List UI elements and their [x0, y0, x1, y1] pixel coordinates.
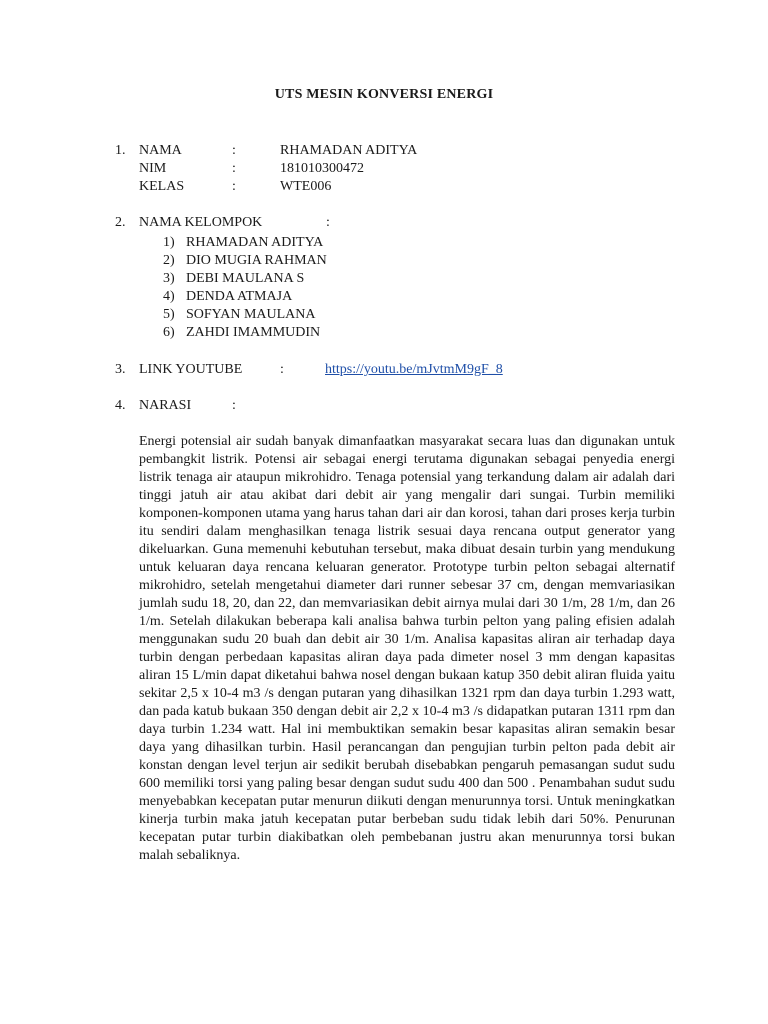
list-item: [0, 234, 768, 252]
narasi-heading-row: [0, 397, 768, 415]
youtube-link[interactable]: https://youtu.be/mJvtmM9gF_8: [325, 362, 503, 377]
youtube-row: [0, 361, 768, 379]
member-name: DIO MUGIA RAHMAN: [186, 253, 327, 268]
list-item: [0, 252, 768, 270]
identitas-row-nama: [0, 142, 768, 160]
kelompok-label: NAMA KELOMPOK: [139, 215, 263, 230]
youtube-colon: :: [280, 362, 284, 377]
member-name: DEBI MAULANA S: [186, 271, 305, 286]
field-value-nama: RHAMADAN ADITYA: [280, 143, 418, 158]
list-item: [0, 288, 768, 306]
field-value-nim: 181010300472: [280, 161, 364, 176]
section-number-3: 3.: [115, 362, 126, 377]
member-number: 3): [163, 271, 175, 286]
member-number: 6): [163, 325, 175, 340]
member-name: DENDA ATMAJA: [186, 289, 293, 304]
narasi-colon: :: [232, 398, 236, 413]
field-label-nim: NIM: [139, 161, 167, 176]
kelompok-heading-row: [0, 214, 768, 232]
list-item: [0, 306, 768, 324]
field-colon: :: [232, 161, 236, 176]
member-name: SOFYAN MAULANA: [186, 307, 316, 322]
kelompok-colon: :: [326, 215, 330, 230]
narasi-label: NARASI: [139, 398, 192, 413]
section-number-4: 4.: [115, 398, 126, 413]
field-colon: :: [232, 179, 236, 194]
identitas-row-kelas: [0, 178, 768, 196]
member-number: 2): [163, 253, 175, 268]
narasi-paragraph: Energi potensial air sudah banyak dimanfaatkan masyarakat secara luas dan digunakan untuk pembangkit listrik. Potensi air sebagai energi terutama digunakan sebagai penyedia energi listrik tenaga air ataupun mikrohidro. Tenaga potensial yang terkandung dalam air adalah dari tinggi jatuh air atau akibat dari debit air yang mengalir dari sungai. Turbin memiliki komponen-komponen utama yang harus tahan dari air dan korosi, tahan dari proses kerja turbin itu sendiri dalam menghasilkan tenaga listrik sesuai daya rencana output generator yang dikeluarkan. Guna memenuhi kebutuhan tersebut, maka dibuat desain turbin yang mendukung untuk keluaran daya rencana keluaran generator. Prototype turbin pelton sebagai alternatif mikrohidro, setelah mengetahui diameter dari runner sebesar 37 cm, dengan memvariasikan jumlah sudu 18, 20, dan 22, dan memvariasikan debit airnya mulai dari 30 1/m, 28 1/m, dan 26 1/m. Setelah dilakukan beberapa kali analisa bahwa turbin pelton yang paling efisien adalah menggunakan sudu 20 buah dan debit air 30 1/m. Analisa kapasitas aliran air terhadap daya turbin dengan perbedaan kapasitas aliran daya pada dimeter nosel 3 mm dengan kapasitas aliran 15 L/min dapat diketahui bahwa nosel dengan bukaan katup 350 debit aliran fluida yaitu sekitar 2,5 x 10-4 m3 /s dengan putaran yang dihasilkan 1321 rpm dan daya turbin 1.293 watt, dan pada katub bukaan 350 dengan debit air 2,2 x 10-4 m3 /s didapatkan putaran 1311 rpm dan daya turbin 1.234 watt. Hal ini membuktikan semakin besar kapasitas aliran semakin besar daya yang dihasilkan turbin. Hasil perancangan dan pengujian turbin pelton pada debit air konstan dengan level terjun air sedikit berubah disebabkan pengaruh pemasangan sudut sudu 600 memiliki torsi yang paling besar dengan sudut sudu 400 dan 500 . Penambahan sudut sudu menyebabkan kecepatan putar menurun diikuti dengan menurunnya torsi. Untuk meningkatkan kinerja turbin maka jatuh kecepatan putar berbeban sudu tidak lebih dari 50%. Penurunan kecepatan putar turbin diakibatkan oleh pembebanan justru akan menurunnya torsi bukan malah sebaliknya.: [139, 434, 675, 863]
field-colon: :: [232, 143, 236, 158]
document-title: UTS MESIN KONVERSI ENERGI: [274, 87, 494, 102]
list-item: [0, 270, 768, 288]
field-label-kelas: KELAS: [139, 179, 185, 194]
section-number-2: 2.: [115, 215, 126, 230]
member-number: 1): [163, 235, 175, 250]
identitas-row-nim: [0, 160, 768, 178]
member-name: ZAHDI IMAMMUDIN: [186, 325, 321, 340]
member-name: RHAMADAN ADITYA: [186, 235, 324, 250]
field-value-kelas: WTE006: [280, 179, 332, 194]
member-number: 4): [163, 289, 175, 304]
field-label-nama: NAMA: [139, 143, 182, 158]
member-number: 5): [163, 307, 175, 322]
section-number-1: 1.: [115, 143, 126, 158]
youtube-label: LINK YOUTUBE: [139, 362, 243, 377]
list-item: [0, 324, 768, 342]
